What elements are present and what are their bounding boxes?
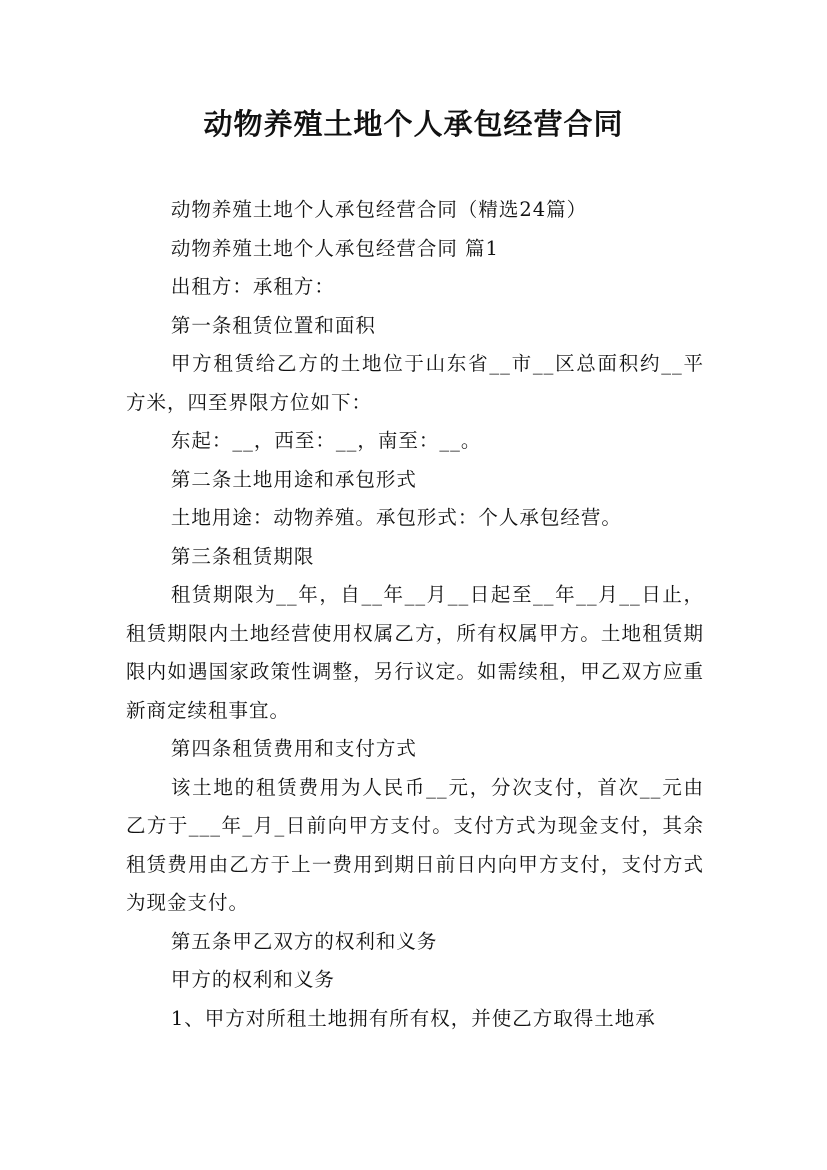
paragraph: 土地用途：动物养殖。承包形式：个人承包经营。 (170, 506, 622, 529)
paragraph: 动物养殖土地个人承包经营合同 篇1 (170, 236, 499, 260)
document-body (126, 191, 704, 1038)
paragraph: 出租方：承租方： (170, 275, 335, 298)
section-heading: 第一条租赁位置和面积 (170, 313, 376, 337)
paragraph: 动物养殖土地个人承包经营合同（精选24篇） (170, 198, 588, 221)
paragraph: 东起：__，西至：__，南至：__。 (170, 429, 482, 452)
section-heading: 第二条土地用途和承包形式 (170, 467, 417, 491)
section-heading: 第五条甲乙双方的权利和义务 (170, 929, 438, 953)
paragraph: 甲方租赁给乙方的土地位于山东省__市__区总面积约__平方米，四至界限方位如下： (126, 352, 704, 414)
paragraph: 租赁期限为__年，自__年__月__日起至__年__月__日止，租赁期限内土地经营使用权属乙方，所有权属甲方。土地租赁期限内如遇国家政策性调整，另行议定。如需续租，甲乙双方应重新商定续租事宜。 (126, 583, 704, 722)
paragraph: 该土地的租赁费用为人民币__元，分次支付，首次__元由乙方于___年_月_日前向甲方支付。支付方式为现金支付，其余租赁费用由乙方于上一费用到期日前日内向甲方支付，支付方式为现金支付。 (126, 775, 704, 914)
paragraph: 1、甲方对所租土地拥有所有权，并使乙方取得土地承 (170, 1006, 656, 1030)
section-heading: 第三条租赁期限 (170, 544, 315, 568)
document-title: 动物养殖土地个人承包经营合同 (203, 107, 624, 141)
paragraph: 甲方的权利和义务 (170, 968, 335, 991)
section-heading: 第四条租赁费用和支付方式 (170, 737, 417, 760)
